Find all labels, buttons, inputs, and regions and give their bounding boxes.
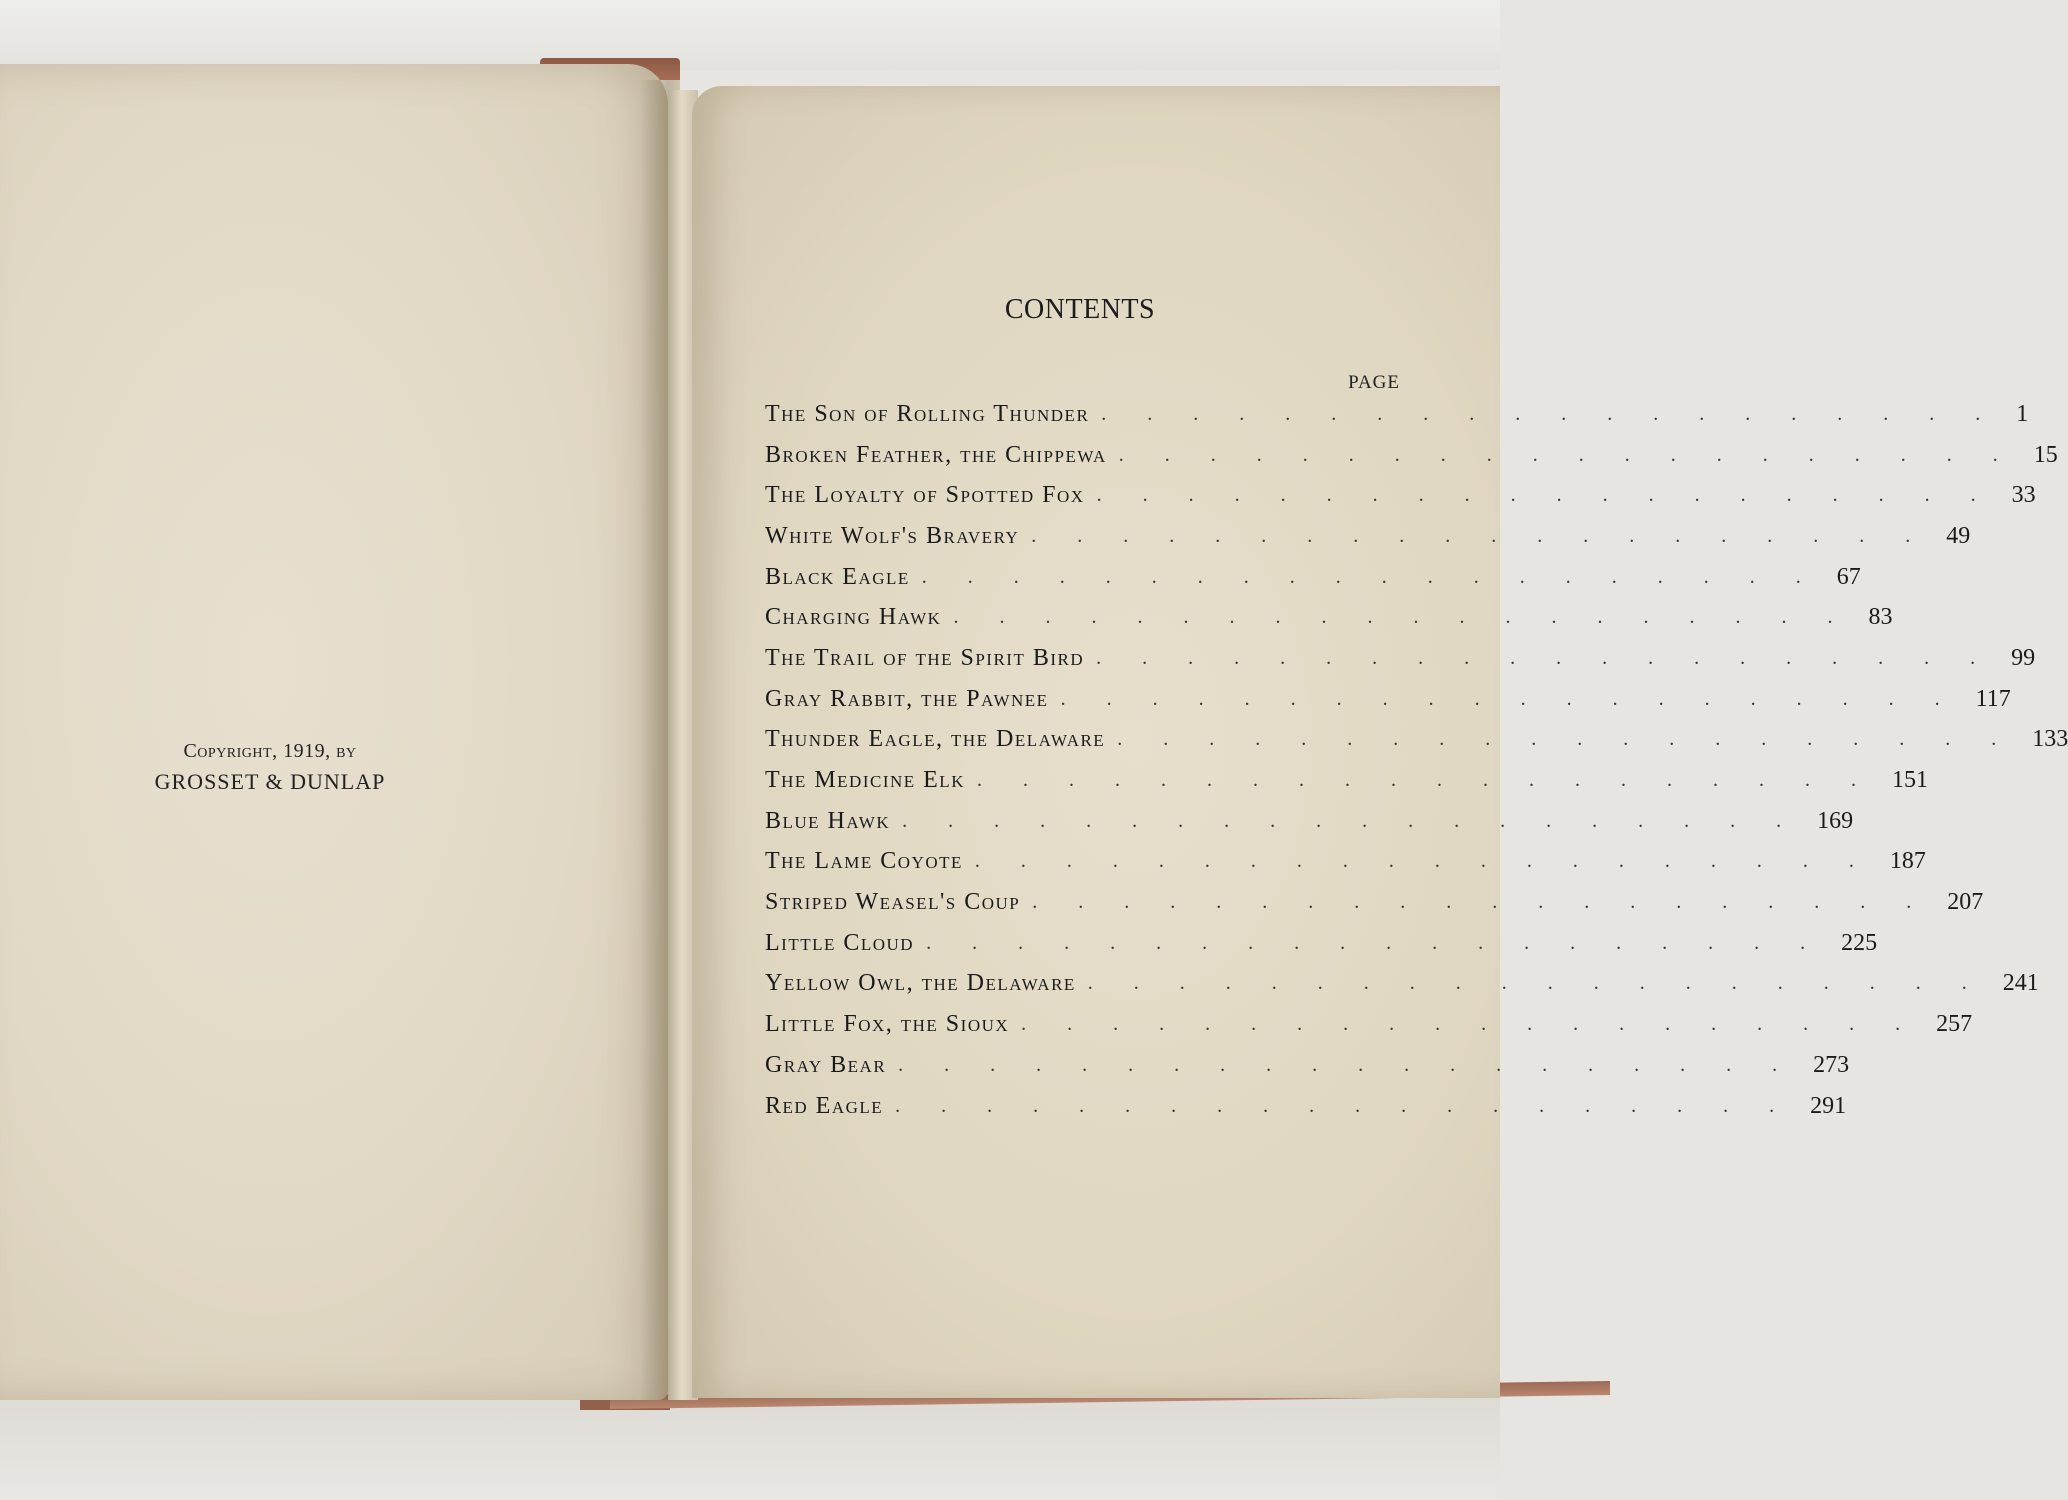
toc-entry-page: 207	[1947, 889, 1984, 916]
publisher-name: GROSSET & DUNLAP	[154, 769, 386, 794]
toc-entry	[765, 475, 2036, 516]
background-surface	[0, 0, 1500, 70]
toc-entry-page: 133	[2032, 726, 2068, 753]
toc-entry	[765, 760, 1928, 801]
toc-dot-leader: . . . . . . . . . . . . . . . . . . . .	[1118, 443, 2016, 466]
copyright-line: Copyright, 1919, by	[183, 740, 357, 762]
toc-dot-leader: . . . . . . . . . . . . . . . . . . . .	[1087, 972, 1985, 995]
toc-entry	[765, 435, 2058, 476]
toc-entry-page: 169	[1817, 807, 1854, 834]
toc-entry-title: The Loyalty of Spotted Fox	[765, 482, 1085, 509]
copyright-notice	[120, 740, 420, 795]
toc-dot-leader: . . . . . . . . . . . . . . . . . . . .	[898, 1053, 1796, 1076]
toc-entry-page: 117	[1975, 685, 2011, 712]
toc-entry	[765, 720, 2068, 761]
toc-entry	[765, 394, 2029, 435]
toc-entry	[765, 882, 1984, 923]
toc-dot-leader: . . . . . . . . . . . . . . . . . . . .	[974, 850, 1872, 873]
toc-dot-leader: . . . . . . . . . . . . . . . . . . . .	[1021, 1013, 1919, 1036]
toc-dot-leader: . . . . . . . . . . . . . . . . . . . .	[1117, 728, 2015, 751]
toc-entry-title: The Trail of the Spirit Bird	[765, 644, 1085, 671]
contents-heading: CONTENTS	[1004, 294, 1156, 325]
toc-entry-title: Thunder Eagle, the Delaware	[765, 726, 1106, 753]
toc-dot-leader: . . . . . . . . . . . . . . . . . . . .	[1031, 524, 1929, 547]
toc-entry	[765, 679, 2011, 720]
toc-entry	[765, 557, 1861, 598]
toc-entry-page: 49	[1946, 522, 1971, 549]
toc-entry	[765, 801, 1854, 842]
toc-entry-title: The Medicine Elk	[765, 767, 965, 794]
toc-entry-page: 67	[1836, 563, 1861, 590]
toc-entry-title: Little Cloud	[765, 929, 915, 956]
toc-entry-page: 99	[2011, 644, 2036, 671]
toc-dot-leader: . . . . . . . . . . . . . . . . . . . .	[1060, 687, 1958, 710]
toc-entry	[765, 1004, 1973, 1045]
toc-entry-page: 83	[1868, 604, 1893, 631]
left-page	[0, 64, 668, 1400]
toc-dot-leader: . . . . . . . . . . . . . . . . . . . .	[895, 1094, 1793, 1117]
table-of-contents	[765, 394, 2068, 1126]
toc-entry-title: The Son of Rolling Thunder	[765, 400, 1090, 427]
toc-entry-page: 241	[2002, 970, 2039, 997]
toc-entry-page: 187	[1889, 848, 1926, 875]
page-column-label: PAGE	[1348, 372, 1400, 393]
toc-dot-leader: . . . . . . . . . . . . . . . . . . . .	[1032, 891, 1930, 914]
toc-entry	[765, 597, 1893, 638]
toc-entry-title: Little Fox, the Sioux	[765, 1011, 1010, 1038]
toc-entry-page: 291	[1810, 1092, 1847, 1119]
toc-entry-page: 151	[1891, 767, 1928, 794]
toc-entry-title: Charging Hawk	[765, 604, 942, 631]
toc-entry	[765, 923, 1878, 964]
toc-entry	[765, 964, 2039, 1005]
toc-entry-title: Broken Feather, the Chippewa	[765, 441, 1107, 468]
toc-dot-leader: . . . . . . . . . . . . . . . . . . . .	[953, 606, 1851, 629]
toc-entry	[765, 842, 1926, 883]
toc-entry-title: White Wolf's Bravery	[765, 522, 1020, 549]
toc-entry-title: Blue Hawk	[765, 807, 891, 834]
toc-dot-leader: . . . . . . . . . . . . . . . . . . . .	[926, 931, 1824, 954]
toc-entry-page: 225	[1841, 929, 1878, 956]
toc-entry-title: Yellow Owl, the Delaware	[765, 970, 1076, 997]
toc-dot-leader: . . . . . . . . . . . . . . . . . . . .	[1096, 646, 1994, 669]
toc-entry-title: Red Eagle	[765, 1092, 884, 1119]
toc-entry	[765, 638, 2036, 679]
toc-entry-title: Black Eagle	[765, 563, 910, 590]
toc-entry	[765, 1045, 1850, 1086]
toc-entry-page: 15	[2033, 441, 2058, 468]
toc-dot-leader: . . . . . . . . . . . . . . . . . . . .	[921, 565, 1819, 588]
toc-entry-page: 273	[1813, 1051, 1850, 1078]
toc-dot-leader: . . . . . . . . . . . . . . . . . . . .	[976, 769, 1874, 792]
toc-entry-title: Gray Bear	[765, 1051, 887, 1078]
toc-dot-leader: . . . . . . . . . . . . . . . . . . . .	[902, 809, 1800, 832]
toc-entry	[765, 516, 1971, 557]
toc-entry-title: The Lame Coyote	[765, 848, 963, 875]
toc-entry	[765, 1086, 1847, 1127]
toc-entry-page: 257	[1936, 1011, 1973, 1038]
toc-entry-title: Striped Weasel's Coup	[765, 889, 1021, 916]
toc-entry-page: 33	[2011, 482, 2036, 509]
toc-dot-leader: . . . . . . . . . . . . . . . . . . . .	[1096, 484, 1994, 507]
toc-entry-page: 1	[2016, 400, 2029, 427]
toc-entry-title: Gray Rabbit, the Pawnee	[765, 685, 1049, 712]
toc-dot-leader: . . . . . . . . . . . . . . . . . . . .	[1101, 402, 1999, 425]
